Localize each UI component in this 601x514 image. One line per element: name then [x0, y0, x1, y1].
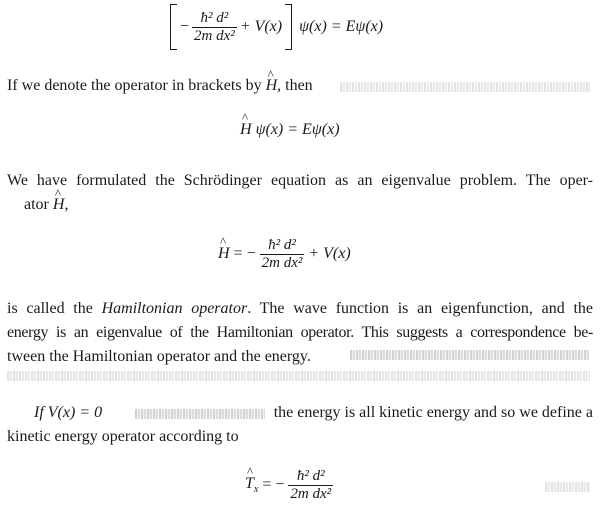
- para2-line1: We have formulated the Schrödinger equation as an eigenvalue problem. The oper-: [7, 172, 593, 189]
- eq3-denominator: 2m dx²: [261, 254, 303, 271]
- potential-zero: If V(x) = 0: [34, 404, 103, 421]
- paragraph-kinetic: [7, 401, 593, 449]
- para2-line2-post: ,: [64, 196, 69, 213]
- para1-tail: , then: [277, 77, 313, 94]
- faded-text: [135, 409, 265, 419]
- para3-line3: tween the Hamiltonian operator and the energy.: [7, 348, 311, 365]
- hamiltonian-equation: [218, 232, 351, 276]
- hamiltonian-symbol: ^ H: [53, 193, 65, 217]
- eigenvalue-equation: [240, 121, 340, 139]
- para4-line1-tail: the energy is all kinetic energy and so we define a: [273, 404, 593, 421]
- eq3-fraction: [260, 237, 305, 272]
- right-bracket: [285, 4, 292, 50]
- kinetic-subscript: x: [253, 484, 259, 496]
- kinetic-energy-equation: [245, 463, 333, 507]
- hamiltonian-symbol: ^ H: [240, 121, 252, 139]
- para3-line1-pre: is called the: [7, 300, 93, 317]
- eq1-fraction: [192, 10, 237, 45]
- eq4-numerator: ħ² d²: [296, 467, 325, 484]
- eq4-fraction: [288, 468, 333, 503]
- kinetic-symbol: ^ T: [245, 475, 254, 493]
- faded-text: [7, 371, 590, 381]
- para3-line1: [7, 297, 593, 321]
- kinetic-operator: [245, 475, 258, 495]
- schrodinger-equation: [170, 4, 383, 50]
- paragraph-eigenvalue-problem: [7, 169, 593, 217]
- faded-text: [340, 82, 590, 92]
- eq1-potential: + V(x): [239, 18, 283, 35]
- eq3-equals-minus: = −: [233, 245, 256, 262]
- para3-line2: energy is an eigenvalue of the Hamiltonian operator. This suggests a correspondence be-: [7, 324, 593, 341]
- eq1-numerator: ħ² d²: [200, 9, 229, 26]
- eq1-minus: −: [180, 18, 190, 35]
- eq3-numerator: ħ² d²: [268, 236, 296, 253]
- eq1-rhs: ψ(x) = Eψ(x): [299, 18, 384, 35]
- para4-line2: kinetic energy operator according to: [7, 428, 239, 445]
- eq4-equals-minus: = −: [262, 476, 285, 493]
- hamiltonian-operator-term: Hamiltonian operator: [101, 300, 248, 317]
- para2-line2-pre: ator: [24, 196, 49, 213]
- eq4-denominator: 2m dx²: [290, 485, 332, 502]
- hamiltonian-symbol: ^ H: [218, 245, 230, 263]
- left-bracket: [170, 4, 177, 50]
- faded-text: [545, 482, 590, 492]
- para3-line1-post: . The wave function is an eigenfunction, and the: [247, 300, 593, 317]
- para2-line2: [7, 193, 593, 217]
- eq3-potential: + V(x): [308, 245, 351, 262]
- faded-text: [350, 350, 590, 360]
- para1-text: If we denote the operator in brackets by: [7, 77, 262, 94]
- eq1-denominator: 2m dx²: [194, 27, 235, 44]
- paragraph-operator-definition: [7, 74, 313, 98]
- hamiltonian-symbol: ^ H: [266, 74, 278, 98]
- para4-line1: [7, 401, 593, 425]
- eq2-rhs: ψ(x) = Eψ(x): [255, 121, 340, 138]
